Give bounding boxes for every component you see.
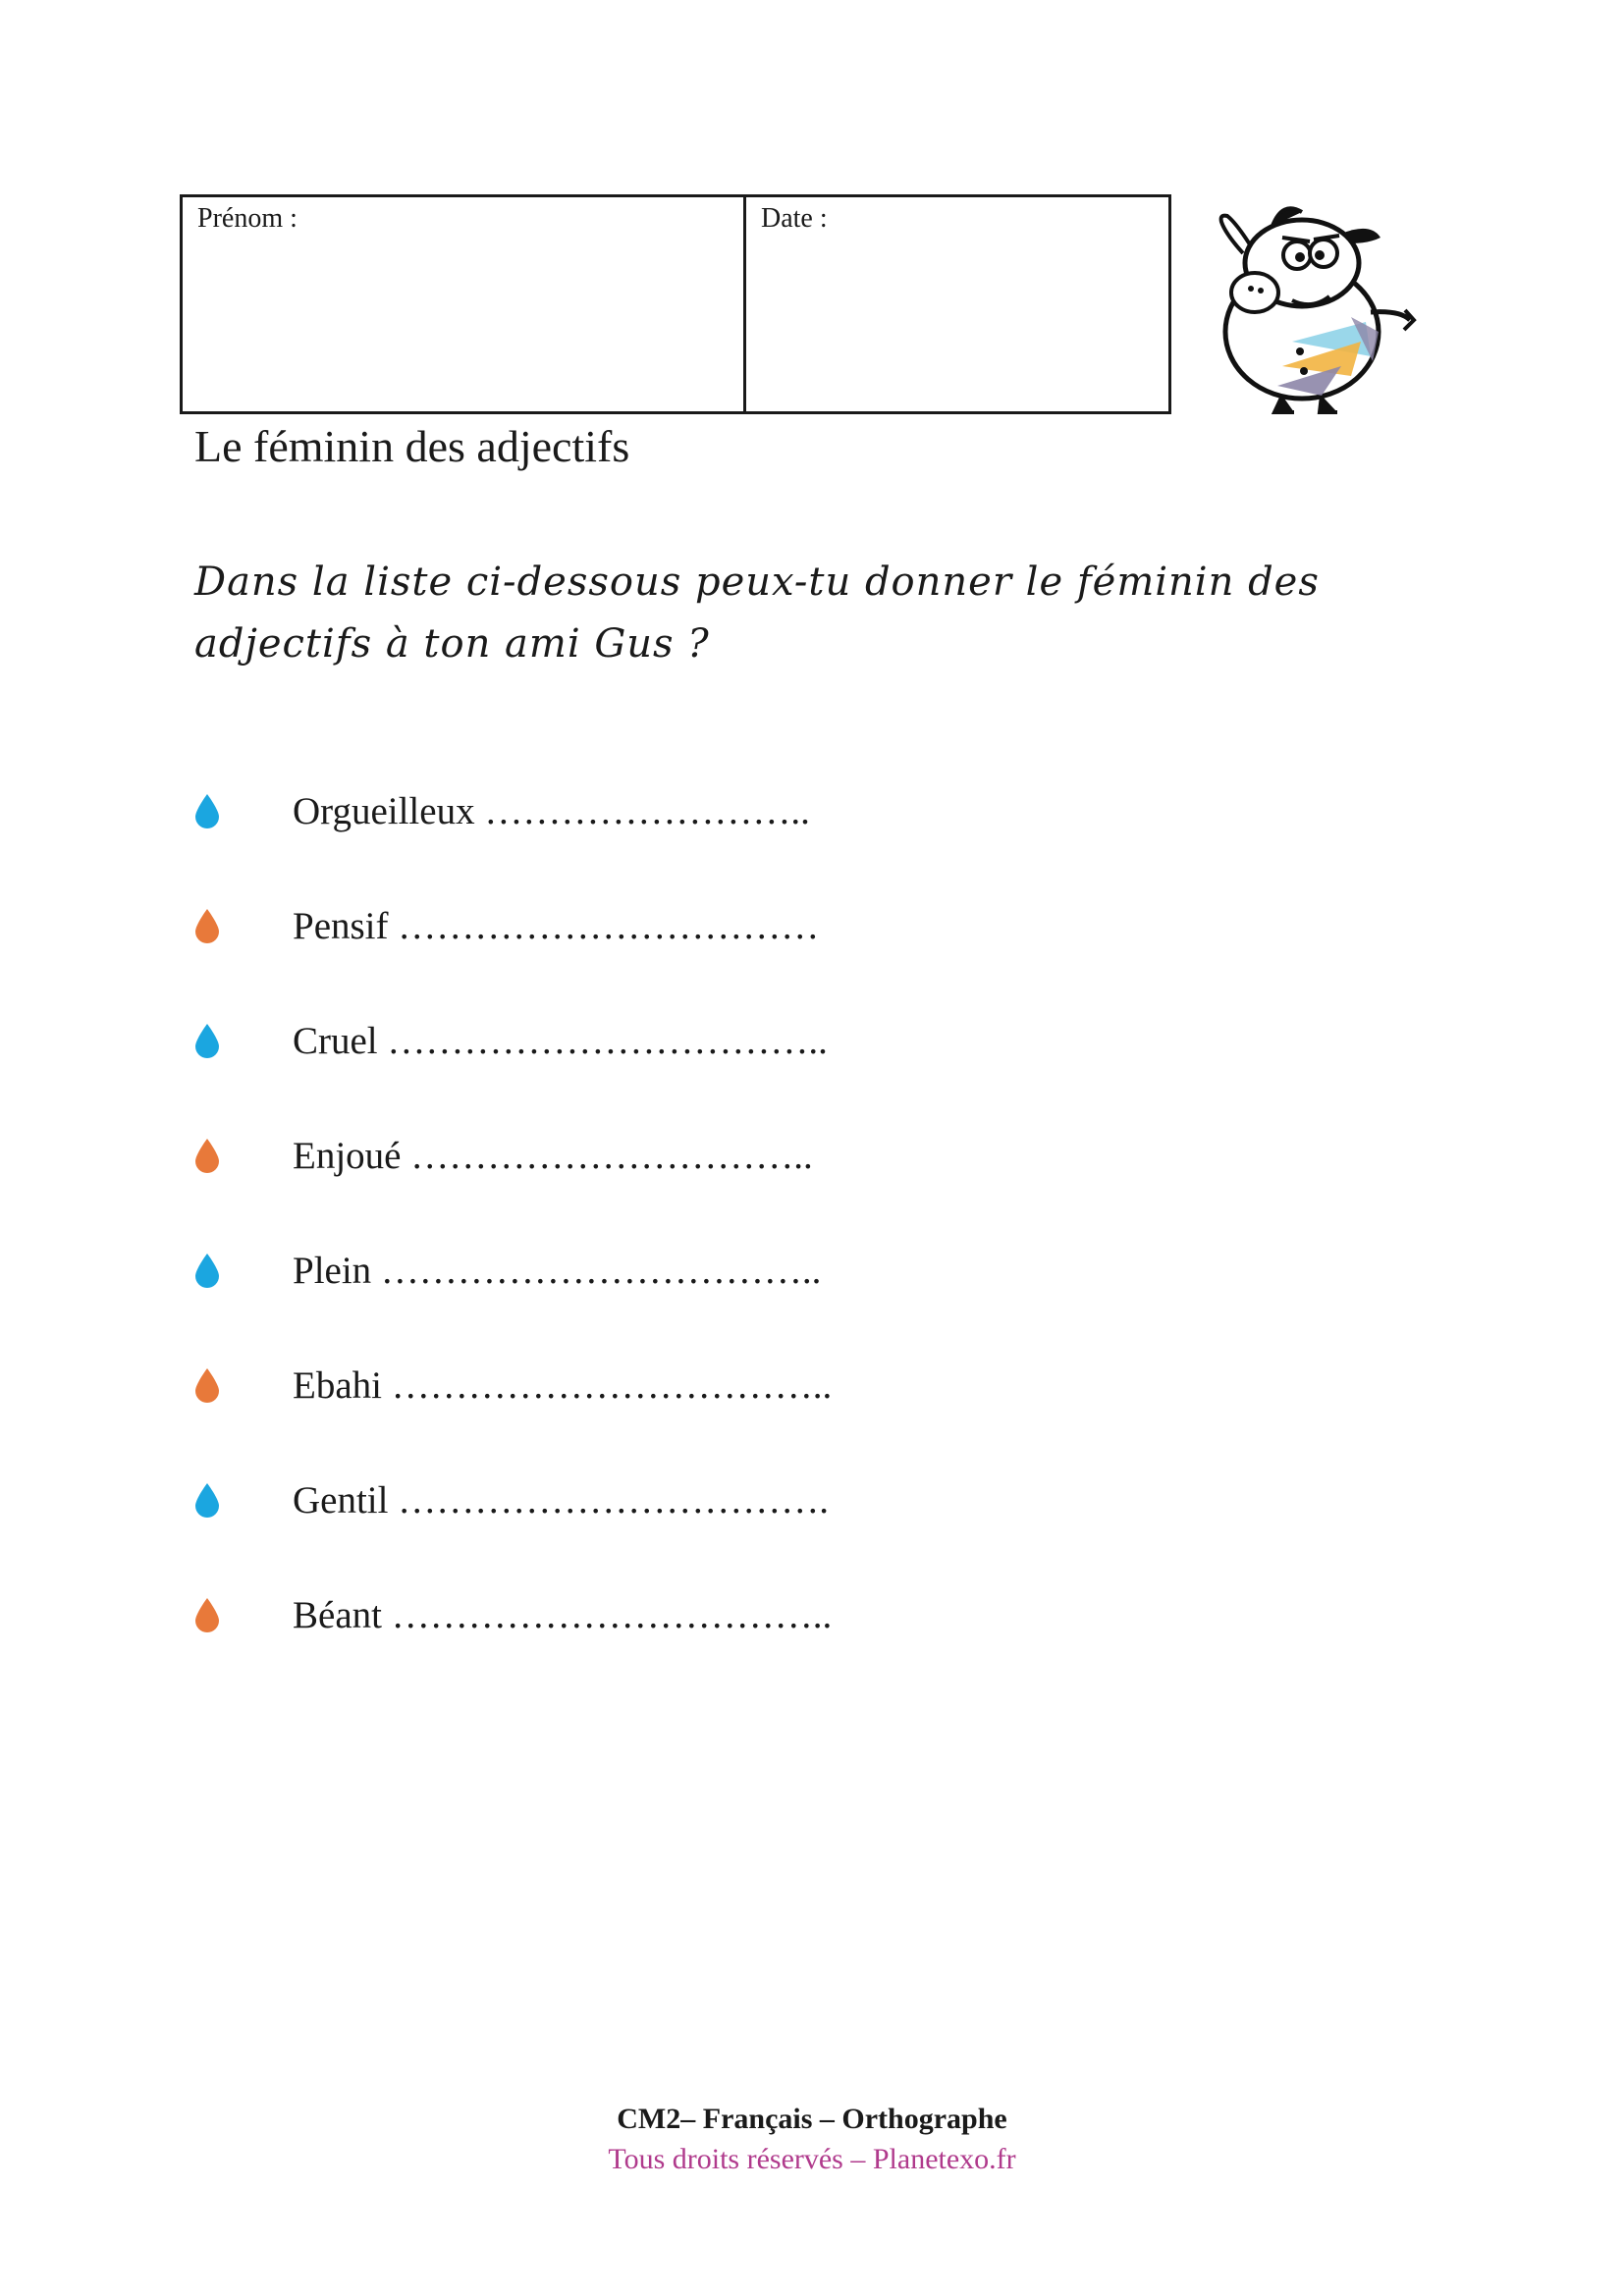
prenom-field[interactable]: [183, 197, 746, 411]
adjective-label: Béant ……………………………..: [293, 1593, 833, 1636]
adjective-label: Pensif ……………………………: [293, 904, 820, 947]
orange-drop-icon: [192, 1596, 222, 1633]
orange-drop-icon: [192, 907, 222, 944]
list-item[interactable]: [192, 1356, 833, 1415]
page-title: Le féminin des adjectifs: [194, 421, 630, 471]
list-item[interactable]: [192, 1470, 829, 1529]
blue-drop-icon: [192, 792, 222, 829]
adjective-label: Gentil …………………………….: [293, 1478, 829, 1522]
prenom-label: Prénom :: [197, 203, 298, 234]
footer-copyright-link[interactable]: Tous droits réservés – Planetexo.fr: [608, 2143, 1016, 2175]
blue-drop-icon: [192, 1481, 222, 1519]
adjective-label: Plein ……………………………..: [293, 1249, 822, 1292]
header-box: [180, 194, 1171, 414]
list-item[interactable]: [192, 1585, 833, 1644]
date-label: Date :: [761, 203, 828, 234]
blue-drop-icon: [192, 1022, 222, 1059]
adjective-label: Orgueilleux ……………………..: [293, 789, 810, 832]
adjective-label: Cruel ……………………………..: [293, 1019, 828, 1062]
gus-mascot-icon: [1204, 194, 1420, 420]
list-item[interactable]: [192, 781, 810, 840]
blue-drop-icon: [192, 1252, 222, 1289]
list-item[interactable]: [192, 1241, 822, 1300]
date-field[interactable]: [746, 197, 1168, 411]
list-item[interactable]: [192, 896, 820, 955]
adjective-label: Ebahi ……………………………..: [293, 1363, 833, 1407]
footer-subject: CM2– Français – Orthographe: [617, 2103, 1007, 2135]
adjective-label: Enjoué …………………………..: [293, 1134, 813, 1177]
instructions-text: Dans la liste ci-dessous peux-tu donner le féminin des adjectifs à ton ami Gus ?: [194, 560, 1320, 667]
orange-drop-icon: [192, 1366, 222, 1404]
orange-drop-icon: [192, 1137, 222, 1174]
list-item[interactable]: [192, 1011, 828, 1070]
list-item[interactable]: [192, 1126, 813, 1185]
